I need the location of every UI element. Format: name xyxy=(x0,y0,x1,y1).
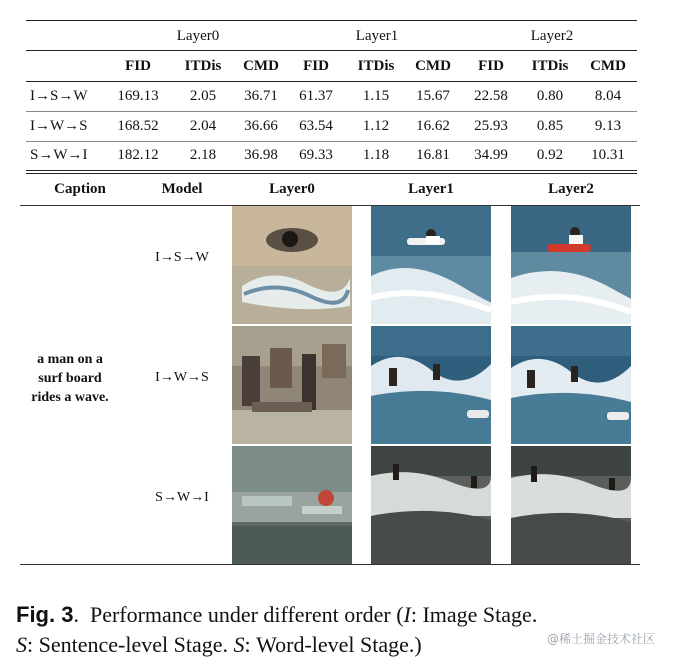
caption-definition: Image Stage. xyxy=(422,602,538,627)
table-row-rule xyxy=(26,141,637,142)
table-cell: 0.92 xyxy=(536,147,564,163)
table-cell: 8.04 xyxy=(594,88,622,104)
generated-image-layer1 xyxy=(371,446,491,564)
model-label: I→W→S xyxy=(155,370,209,385)
table-cell: 63.54 xyxy=(299,118,333,134)
table-cell: 10.31 xyxy=(591,147,625,163)
table-cell: 169.13 xyxy=(117,88,159,104)
figure-caption-text: Performance under different order xyxy=(89,602,391,627)
figure-caption-line: Fig. 3. Performance under different order (I: Image Stage. xyxy=(16,602,538,627)
table-cell: 16.62 xyxy=(416,118,450,134)
table-cell: 36.66 xyxy=(244,118,278,134)
table-row-rule xyxy=(26,111,637,112)
table-cell: 0.80 xyxy=(536,88,564,104)
generated-image-layer1 xyxy=(371,326,491,444)
generated-image-layer0 xyxy=(232,206,352,324)
table-cell: 69.33 xyxy=(299,147,333,163)
watermark: @稀土掘金技术社区 xyxy=(546,632,655,646)
table-cell: 1.18 xyxy=(362,147,390,163)
generated-image-layer0 xyxy=(232,326,352,444)
table-cell: 2.05 xyxy=(189,88,217,104)
table-cell: 25.93 xyxy=(474,118,508,134)
sample-grid xyxy=(20,172,640,566)
layer-header: Layer1 xyxy=(355,28,399,44)
metric-header: ITDis xyxy=(184,58,222,74)
metric-header: FID xyxy=(478,58,504,74)
table-cell: 22.58 xyxy=(474,88,508,104)
generated-image-layer2 xyxy=(511,206,631,324)
row-label: I→W→S xyxy=(30,118,88,134)
generated-image-layer2 xyxy=(511,326,631,444)
caption-definition: Sentence-level Stage. xyxy=(38,632,228,657)
col-header-layer0: Layer0 xyxy=(269,181,315,197)
table-cell: 2.04 xyxy=(189,118,217,134)
table-header-rule xyxy=(26,50,637,51)
text-caption xyxy=(20,350,120,407)
model-label: S→W→I xyxy=(155,490,209,505)
table-cell: 36.71 xyxy=(244,88,278,104)
caption-definition: Word-level Stage. xyxy=(256,632,415,657)
col-header-layer2: Layer2 xyxy=(548,181,594,197)
generated-image-layer0 xyxy=(232,446,352,564)
caption-line: surf board xyxy=(38,371,102,386)
table-metric-rule xyxy=(26,81,637,82)
metric-header: FID xyxy=(303,58,329,74)
metric-header: CMD xyxy=(590,58,626,74)
model-label: I→S→W xyxy=(155,250,209,265)
generated-image-layer1 xyxy=(371,206,491,324)
figure-label: Fig. 3 xyxy=(16,602,74,627)
metric-header: ITDis xyxy=(357,58,395,74)
metric-header: FID xyxy=(125,58,151,74)
generated-image-layer2 xyxy=(511,446,631,564)
caption-line: rides a wave. xyxy=(31,390,109,405)
table-cell: 61.37 xyxy=(299,88,333,104)
figure-caption-line: S: Sentence-level Stage. S: Word-level Stage.) xyxy=(16,632,422,657)
layer-header: Layer2 xyxy=(530,28,574,44)
grid-bottom-rule xyxy=(20,564,640,565)
table-cell: 36.98 xyxy=(244,147,278,163)
col-header-caption: Caption xyxy=(54,181,106,197)
table-cell: 9.13 xyxy=(594,118,622,134)
metric-header: CMD xyxy=(243,58,279,74)
caption-symbol: S xyxy=(233,632,245,657)
table-cell: 182.12 xyxy=(117,147,159,163)
row-label: I→S→W xyxy=(30,88,88,104)
row-label: S→W→I xyxy=(30,147,88,163)
table-top-rule xyxy=(26,20,637,21)
table-cell: 168.52 xyxy=(117,118,159,134)
table-cell: 15.67 xyxy=(416,88,450,104)
caption-symbol: S xyxy=(16,632,27,657)
table-cell: 1.12 xyxy=(362,118,390,134)
metric-header: ITDis xyxy=(531,58,569,74)
table-cell: 16.81 xyxy=(416,147,450,163)
table-cell: 2.18 xyxy=(189,147,217,163)
caption-symbol: I xyxy=(403,602,411,627)
metric-header: CMD xyxy=(415,58,451,74)
table-cell: 34.99 xyxy=(474,147,508,163)
table-cell: 0.85 xyxy=(536,118,564,134)
caption-line: a man on a xyxy=(37,352,103,367)
col-header-layer1: Layer1 xyxy=(408,181,454,197)
layer-header: Layer0 xyxy=(176,28,220,44)
col-header-model: Model xyxy=(161,181,203,197)
table-cell: 1.15 xyxy=(362,88,390,104)
